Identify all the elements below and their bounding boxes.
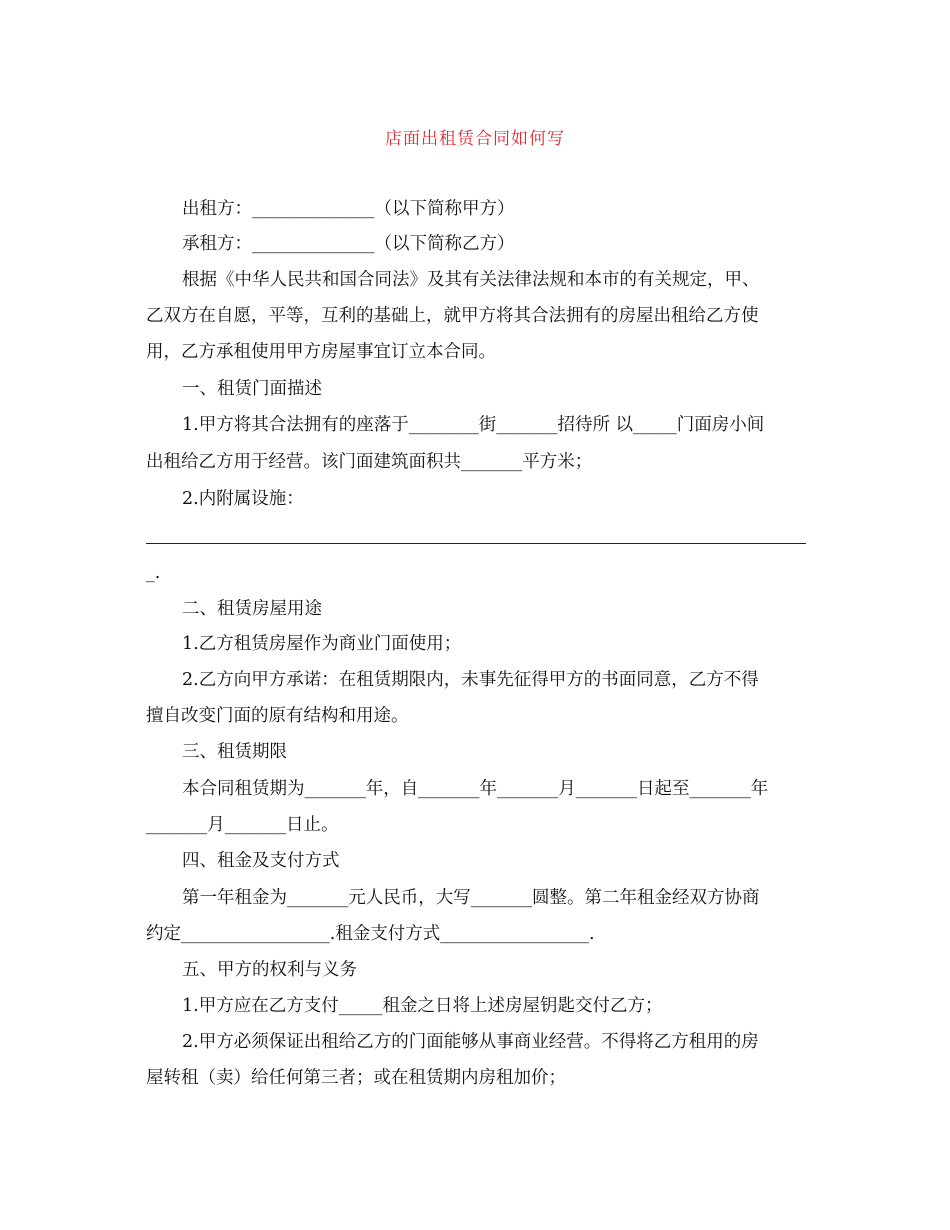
section-5-heading: 五、甲方的权利与义务	[182, 960, 357, 980]
clause-5-2-line-2: 屋转租（卖）给任何第三者；或在租赁期内房租加价；	[146, 1068, 566, 1088]
clause-1-1-line-1: 1.甲方将其合法拥有的座落于________街_______招待所 以_____门面房小间	[182, 415, 765, 435]
lessor-line: 出租方：______________（以下简称甲方）	[182, 199, 515, 219]
preamble-line-3: 用，乙方承租使用甲方房屋事宜订立本合同。	[146, 342, 496, 362]
section-1-heading: 一、租赁门面描述	[182, 379, 322, 399]
clause-1-2: 2.内附属设施：	[182, 489, 304, 509]
facilities-blank-end: _.	[146, 563, 161, 583]
preamble-line-2: 乙双方在自愿，平等，互利的基础上，就甲方将其合法拥有的房屋出租给乙方使	[146, 306, 759, 326]
clause-1-1-line-2: 出租给乙方用于经营。该门面建筑面积共_______平方米；	[146, 452, 593, 472]
clause-2-1: 1.乙方租赁房屋作为商业门面使用；	[182, 634, 462, 654]
preamble-line-1: 根据《中华人民共和国合同法》及其有关法律法规和本市的有关规定，甲、	[182, 270, 760, 290]
rent-line-1: 第一年租金为_______元人民币，大写_______圆整。第二年租金经双方协商	[182, 888, 760, 908]
section-3-heading: 三、租赁期限	[182, 742, 287, 762]
section-2-heading: 二、租赁房屋用途	[182, 599, 322, 619]
document-title: 店面出租赁合同如何写	[385, 129, 565, 149]
clause-5-1: 1.甲方应在乙方支付_____租金之日将上述房屋钥匙交付乙方；	[182, 996, 663, 1016]
clause-5-2-line-1: 2.甲方必须保证出租给乙方的门面能够从事商业经营。不得将乙方租用的房	[182, 1032, 759, 1052]
term-line-1: 本合同租赁期为_______年，自_______年_______月_______日起至_______年	[182, 779, 769, 799]
clause-2-2-line-1: 2.乙方向甲方承诺：在租赁期限内，未事先征得甲方的书面同意，乙方不得	[182, 670, 759, 690]
rent-line-2: 约定_________________.租金支付方式_________________.	[146, 924, 595, 944]
lessee-line: 承租方：______________（以下简称乙方）	[182, 234, 515, 254]
term-line-2: _______月_______日止。	[146, 815, 339, 835]
clause-2-2-line-2: 擅自改变门面的原有结构和用途。	[146, 706, 409, 726]
facilities-blank-rule	[146, 543, 806, 544]
section-4-heading: 四、租金及支付方式	[182, 851, 340, 871]
